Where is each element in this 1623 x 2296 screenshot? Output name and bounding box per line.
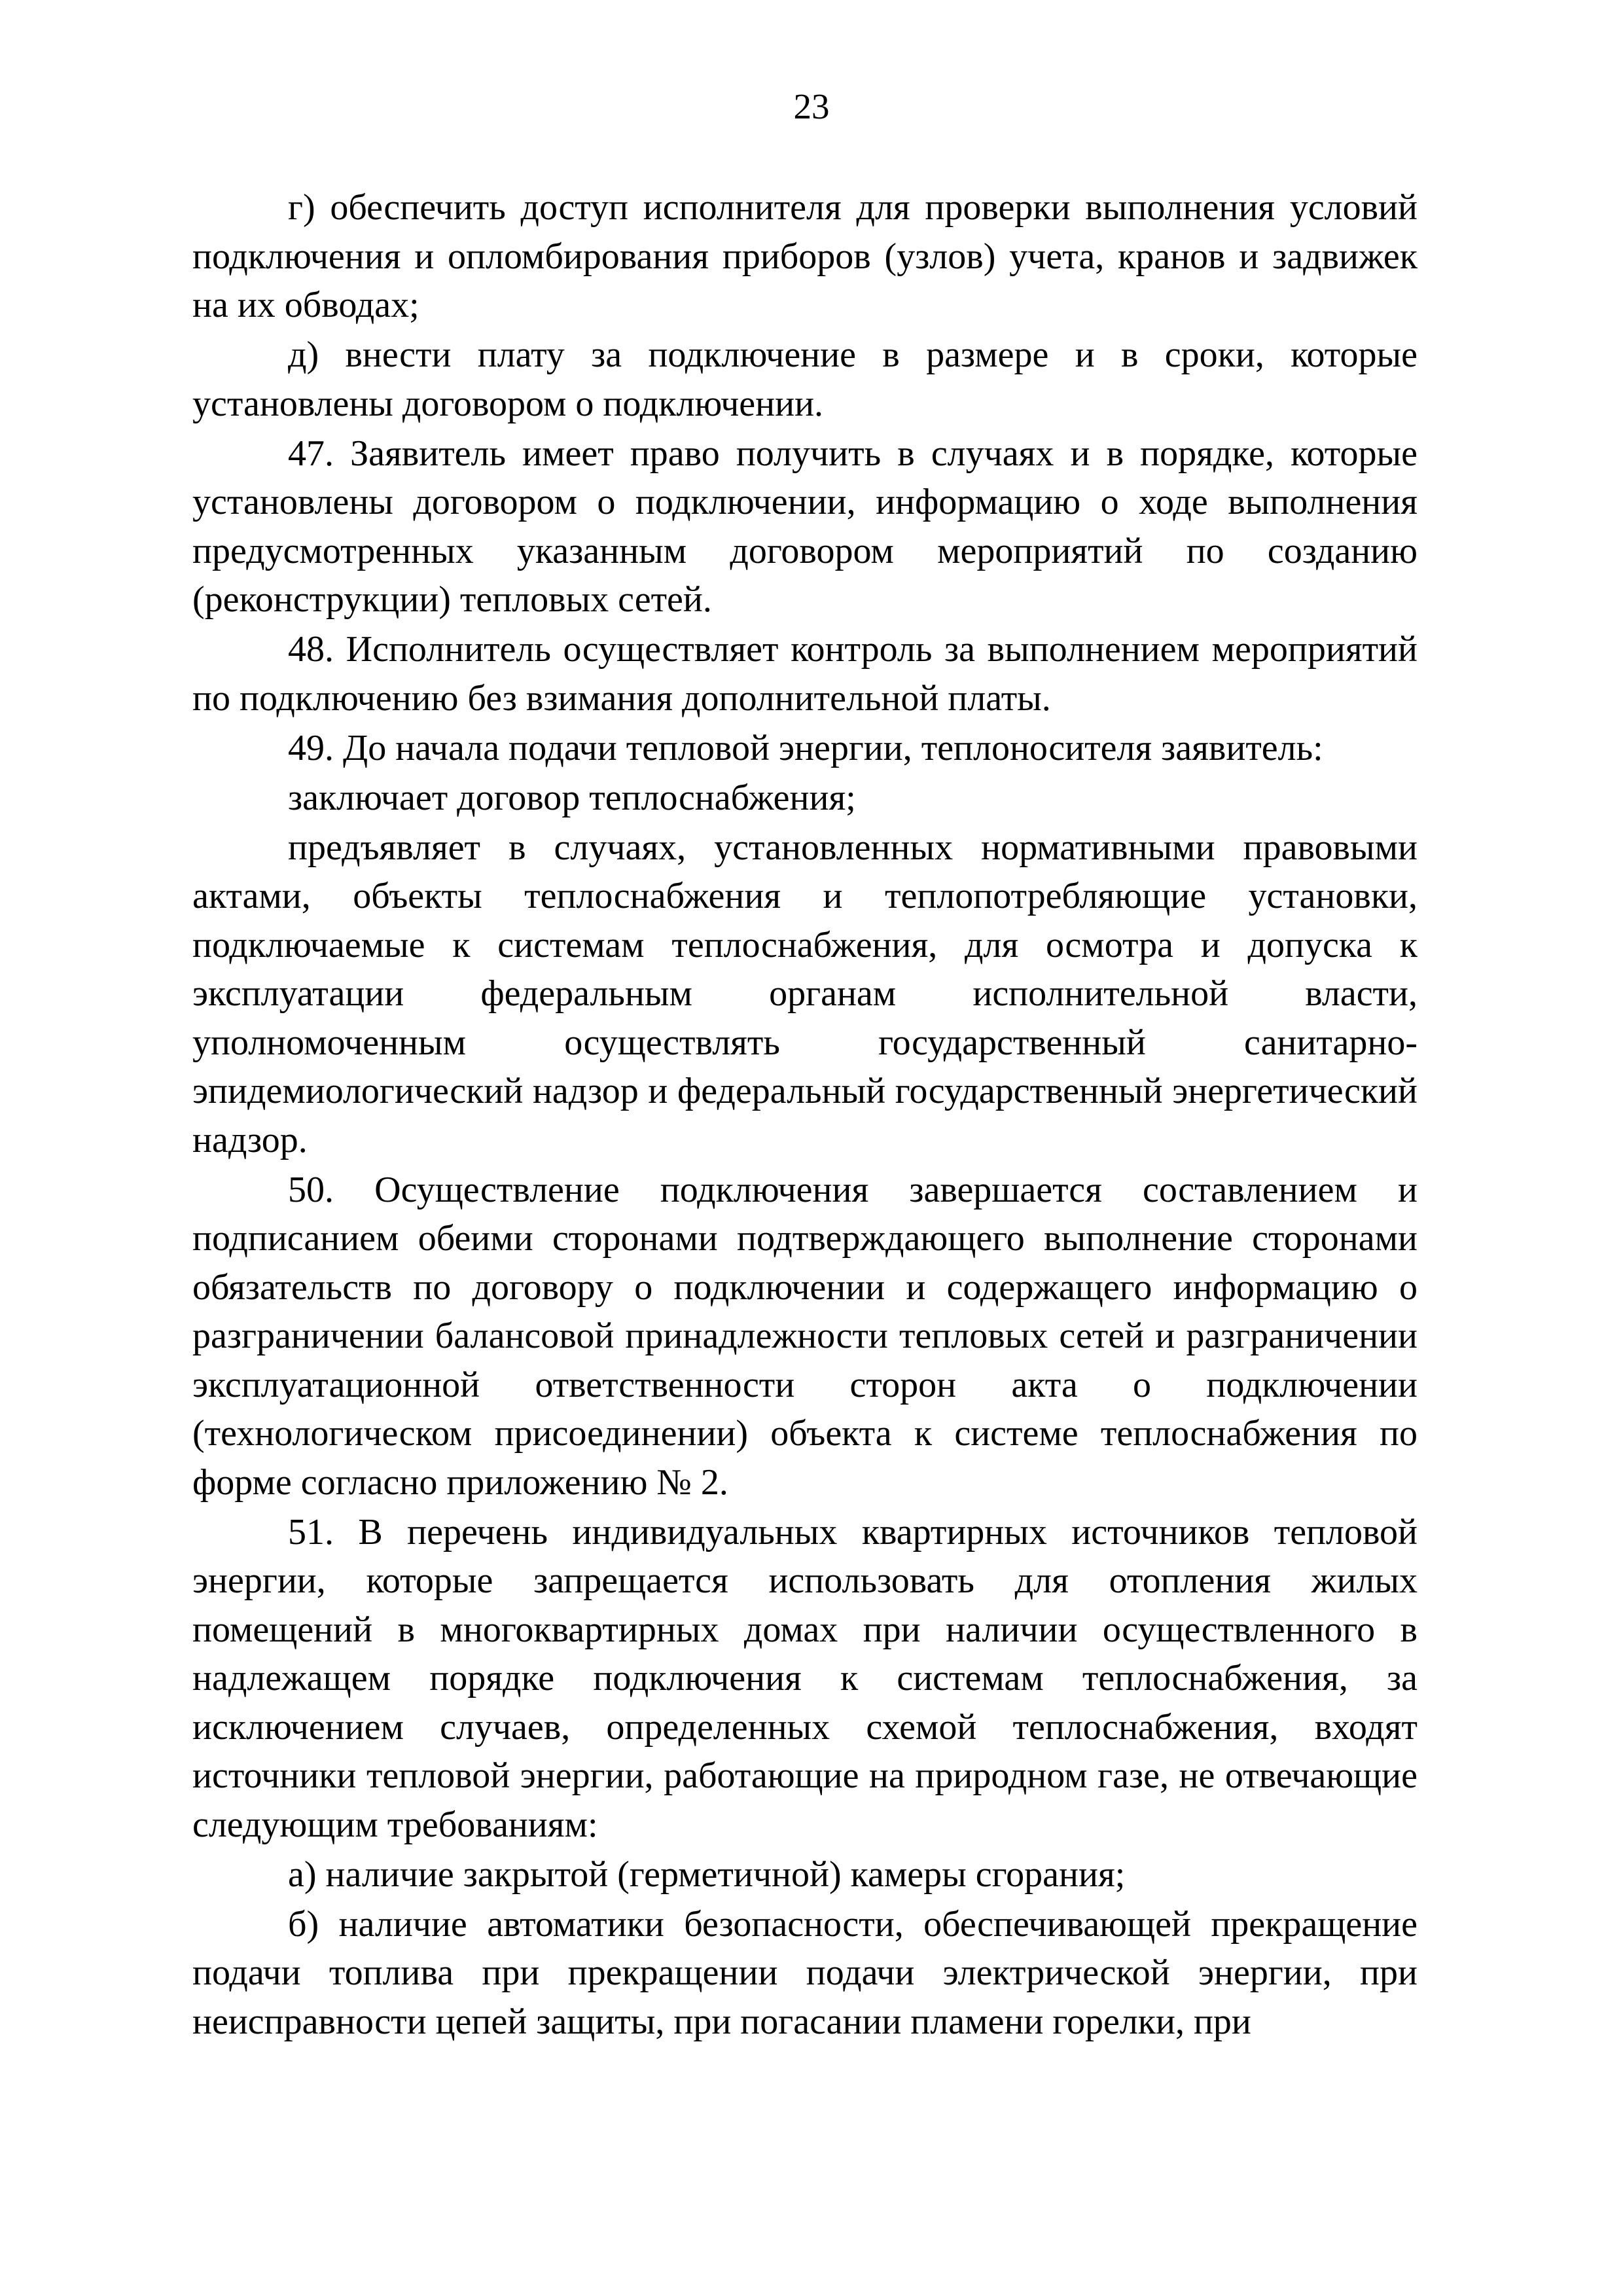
paragraph-51: 51. В перечень индивидуальных квартирных источников тепловой энергии, которые запрещается использовать для отопления жилых помещений в многоквартирных домах при наличии осуществленного в надлежащем порядке подключения к системам теплоснабжения, за исключением случаев, определенных схемой теплоснабжения, входят источники тепловой энергии, работающие на природном газе, не отвечающие следующим требованиям: [192,1511,1418,1845]
page-number: 23 [793,86,830,126]
paragraph-49-contract: заключает договор теплоснабжения; [288,777,856,818]
paragraph-51-item-b: б) наличие автоматики безопасности, обеспечивающей прекращение подачи топлива при прекращении подачи электрической энергии, при неисправности цепей защиты, при погасании пламени горелки, при [192,1903,1418,2042]
paragraph-49: 49. До начала подачи тепловой энергии, теплоносителя заявитель: [288,727,1323,768]
paragraph-item-g: г) обеспечить доступ исполнителя для проверки выполнения условий подключения и опломбирования приборов (узлов) учета, кранов и задвижек на их обводах; [192,187,1418,325]
document-body [192,183,1418,2047]
paragraph-47: 47. Заявитель имеет право получить в случаях и в порядке, которые установлены договором о подключении, информацию о ходе выполнения предусмотренных указанным договором мероприятий по созданию (реконструкции) тепловых сетей. [192,433,1418,620]
paragraph-51-item-a: а) наличие закрытой (герметичной) камеры сгорания; [288,1854,1126,1895]
paragraph-49-inspection: предъявляет в случаях, установленных нормативными правовыми актами, объекты теплоснабжения и теплопотребляющие установки, подключаемые к системам теплоснабжения, для осмотра и допуска к эксплуатации федеральным органам исполнительной власти, уполномоченным осуществлять государственный санитарно-эпидемиологический надзор и федеральный государственный энергетический надзор. [192,827,1418,1160]
paragraph-item-d: д) внести плату за подключение в размере и в сроки, которые установлены договором о подключении. [192,334,1418,424]
paragraph-48: 48. Исполнитель осуществляет контроль за выполнением мероприятий по подключению без взимания дополнительной платы. [192,629,1418,719]
paragraph-50: 50. Осуществление подключения завершается составлением и подписанием обеими сторонами подтверждающего выполнение сторонами обязательств по договору о подключении и содержащего информацию о разграничении балансовой принадлежности тепловых сетей и разграничении эксплуатационной ответственности сторон акта о подключении (технологическом присоединении) объекта к системе теплоснабжения по форме согласно приложению № 2. [192,1169,1418,1503]
